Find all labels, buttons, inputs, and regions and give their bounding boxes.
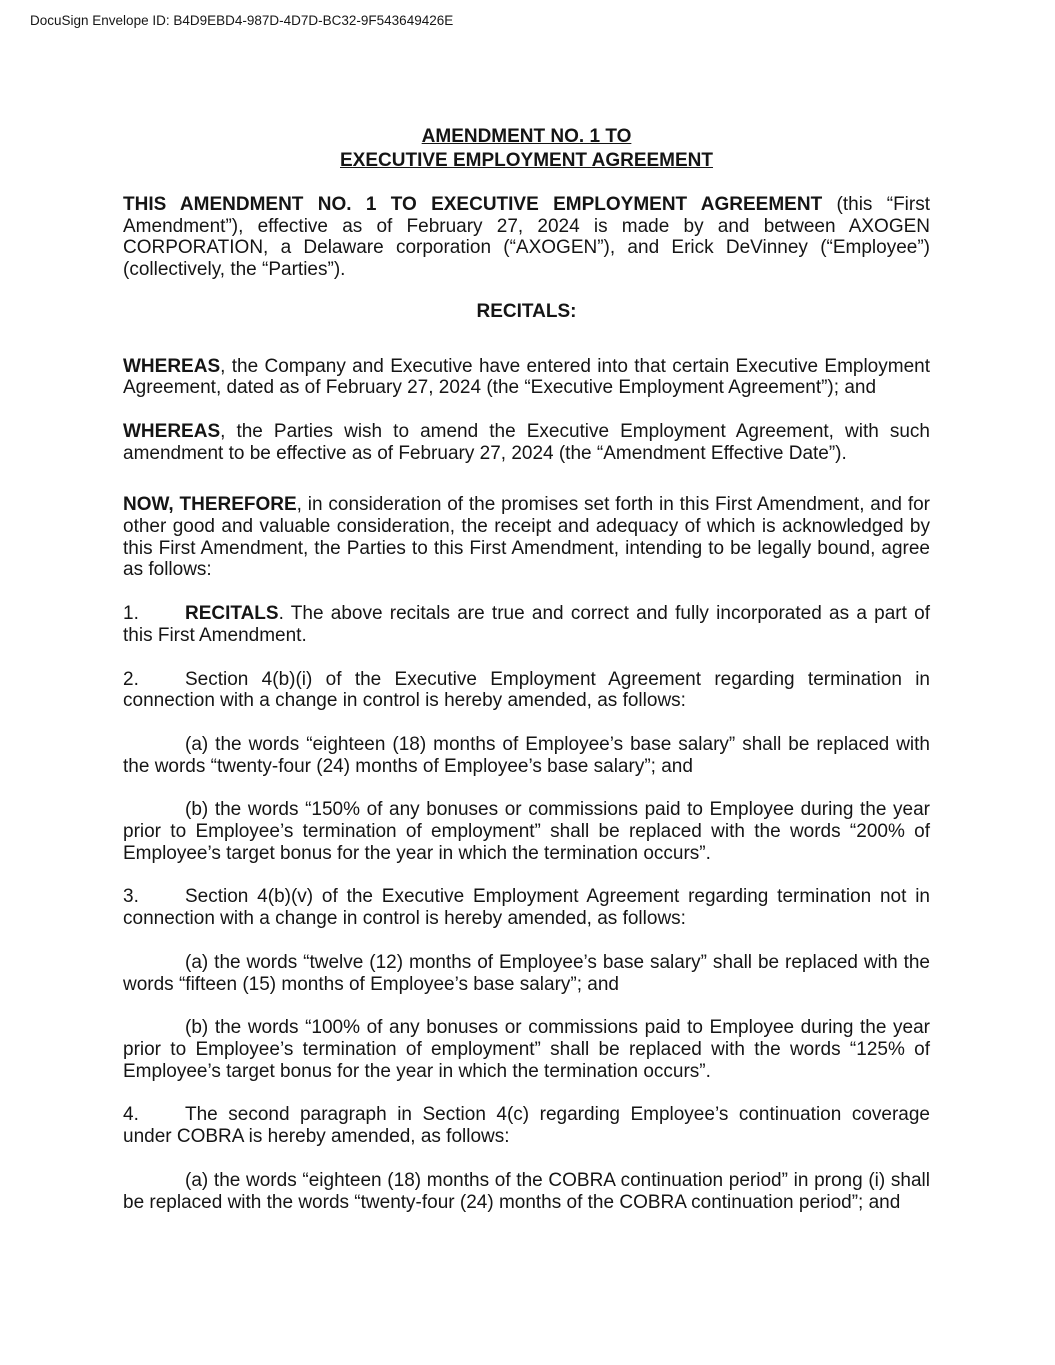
section-1-paragraph	[123, 603, 930, 646]
intro-text: (this “First Amendment”), effective as of February 27, 2024 is made by and between AXOGEN CORPORATION, a Delaware corporation (“AXOGEN”), and Erick DeVinney (“Employee”) (collectively, the “Parties”).	[123, 194, 930, 281]
section-2-paragraph	[123, 669, 930, 712]
section-4-text: The second paragraph in Section 4(c) regarding Employee’s continuation coverage under COBRA is hereby amended, as follows:	[123, 1104, 930, 1148]
document-title	[123, 125, 930, 173]
intro-paragraph	[123, 194, 930, 281]
section-2-number: 2.	[123, 668, 139, 690]
intro-lead-bold: THIS AMENDMENT NO. 1 TO EXECUTIVE EMPLOYMENT AGREEMENT	[123, 194, 823, 215]
whereas-1-lead-bold: WHEREAS	[123, 355, 221, 377]
whereas-2-text: , the Parties wish to amend the Executive Employment Agreement, with such amendment to be effective as of February 27, 2024 (the “Amendment Effective Date”).	[123, 420, 930, 464]
section-3-paragraph	[123, 886, 930, 929]
document-title-line-2: EXECUTIVE EMPLOYMENT AGREEMENT	[340, 150, 713, 171]
whereas-1-text: , the Company and Executive have entered into that certain Executive Employment Agreement, dated as of February 27, 2024 (the “Executive Employment Agreement”); and	[123, 355, 930, 399]
now-therefore-text: , in consideration of the promises set forth in this First Amendment, and for other good and valuable consideration, the receipt and adequacy of which is acknowledged by this First Amendment, the Parties to this First Amendment, intending to be legally bound, agree as follows:	[123, 494, 930, 581]
section-1-number: 1.	[123, 603, 139, 625]
now-therefore-paragraph	[123, 494, 930, 581]
section-1-text: . The above recitals are true and correct and fully incorporated as a part of this First Amendment.	[123, 603, 930, 646]
section-3-text: Section 4(b)(v) of the Executive Employment Agreement regarding termination not in connection with a change in control is hereby amended, as follows:	[123, 886, 930, 930]
document-title-line-1: AMENDMENT NO. 1 TO	[421, 126, 632, 147]
section-2b-text: (b) the words “150% of any bonuses or commissions paid to Employee during the year prior to Employee’s termination of employment” shall be replaced with the words “200% of Employee’s target bonus for the year in which the termination occurs”.	[123, 799, 930, 864]
now-therefore-lead-bold: NOW, THEREFORE	[123, 494, 297, 516]
section-2a-text: (a) the words “eighteen (18) months of Employee’s base salary” shall be replaced with the words “twenty-four (24) months of Employee’s base salary”; and	[123, 733, 930, 777]
docusign-envelope-id: DocuSign Envelope ID: B4D9EBD4-987D-4D7D-BC32-9F543649426E	[30, 13, 454, 28]
whereas-paragraph-1	[123, 356, 930, 399]
section-3a-paragraph	[123, 952, 930, 995]
section-1-lead-bold: RECITALS	[185, 603, 279, 625]
section-3b-text: (b) the words “100% of any bonuses or commissions paid to Employee during the year prior to Employee’s termination of employment” shall be replaced with the words “125% of Employee’s target bonus for the year in which the termination occurs”.	[123, 1017, 930, 1082]
section-2a-paragraph	[123, 734, 930, 777]
section-3b-paragraph	[123, 1017, 930, 1082]
whereas-2-lead-bold: WHEREAS	[123, 420, 221, 442]
section-4a-paragraph	[123, 1170, 930, 1213]
section-3-number: 3.	[123, 886, 139, 908]
recitals-heading: RECITALS:	[476, 300, 577, 322]
section-4-number: 4.	[123, 1104, 139, 1126]
section-4a-text: (a) the words “eighteen (18) months of the COBRA continuation period” in prong (i) shall be replaced with the words “twenty-four (24) months of the COBRA continuation period”; and	[123, 1169, 930, 1213]
section-2-text: Section 4(b)(i) of the Executive Employment Agreement regarding termination in connection with a change in control is hereby amended, as follows:	[123, 668, 930, 712]
section-4-paragraph	[123, 1104, 930, 1147]
whereas-paragraph-2	[123, 421, 930, 464]
document-body	[123, 125, 930, 1213]
section-2b-paragraph	[123, 799, 930, 864]
section-3a-text: (a) the words “twelve (12) months of Employee’s base salary” shall be replaced with the words “fifteen (15) months of Employee’s base salary”; and	[123, 951, 930, 995]
